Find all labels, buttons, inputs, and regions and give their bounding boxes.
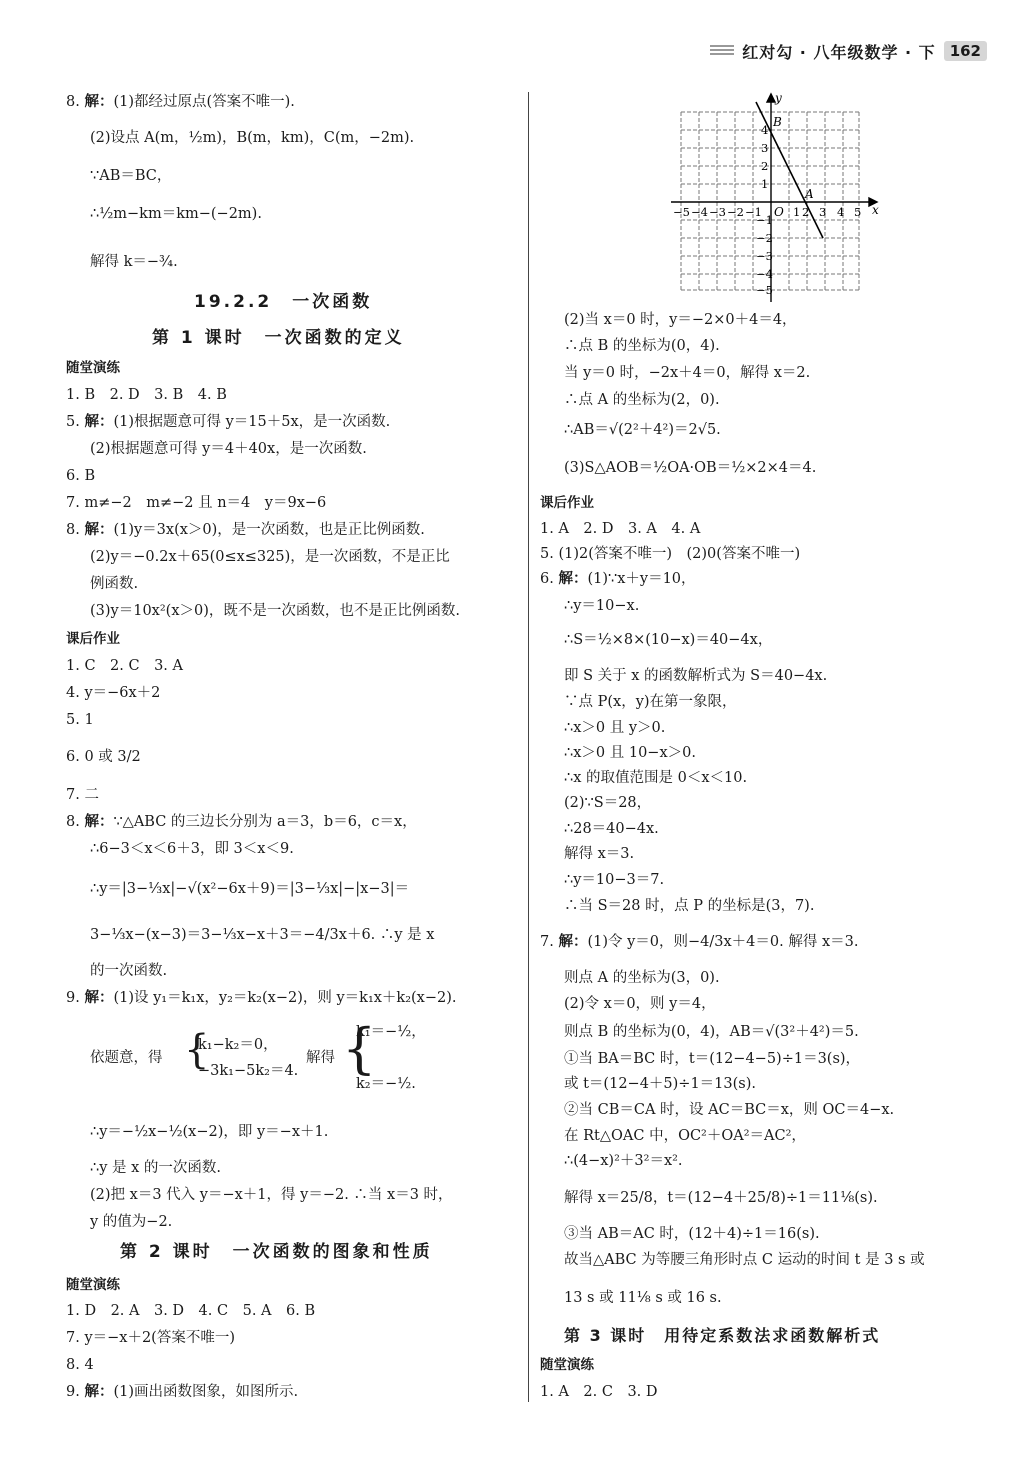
svg-text:−3: −3 — [709, 205, 726, 219]
b8-line1: ∵△ABC 的三边长分别为 a＝3，b＝6，c＝x， — [113, 814, 417, 830]
a8-line4: (3)y＝10x²(x＞0)，既不是一次函数，也不是正比例函数. — [90, 603, 460, 619]
e7-line8: 在 Rt△OAC 中，OC²＋OA²＝AC²， — [564, 1128, 806, 1144]
b9-line5: (2)把 x＝3 代入 y＝−x＋1，得 y＝−2. ∴当 x＝3 时， — [90, 1187, 453, 1203]
p8-line3: ∵AB＝BC， — [90, 168, 172, 184]
suitang2-heading: 随堂演练 — [66, 1277, 120, 1293]
b9-line6: y 的值为−2. — [90, 1214, 173, 1230]
b9-eq2: −3k₁−5k₂＝4. — [198, 1063, 299, 1079]
svg-text:5: 5 — [854, 205, 862, 219]
b9-sol2: k₂＝−½. — [356, 1076, 416, 1092]
e6-number: 6. — [540, 571, 554, 587]
e6-line11: 解得 x＝3. — [564, 846, 635, 862]
answer-1-4: 1. B 2. D 3. B 4. B — [66, 387, 227, 403]
svg-text:−5: −5 — [673, 205, 690, 219]
lesson3-title: 第 3 课时 用待定系数法求函数解析式 — [564, 1326, 881, 1345]
answer-c1-6: 1. D 2. A 3. D 4. C 5. A 6. B — [66, 1303, 316, 1319]
e6-line7: ∴x＞0 且 10−x＞0. — [564, 745, 696, 761]
e7-line3: (2)令 x＝0，则 y＝4， — [564, 996, 716, 1012]
a8-line1: (1)y＝3x(x＞0)，是一次函数，也是正比例函数. — [113, 522, 425, 538]
answer-c8: 8. 4 — [66, 1357, 94, 1373]
a8-number: 8. — [66, 522, 80, 538]
e7-number: 7. — [540, 934, 554, 950]
b9-intro: 依题意，得 — [90, 1050, 163, 1066]
answer-b5: 5. 1 — [66, 712, 94, 728]
e6-line6: ∴x＞0 且 y＞0. — [564, 720, 666, 736]
jie-label: 解： — [84, 414, 114, 430]
e7-line4: 则点 B 的坐标为(0，4)，AB＝√(3²＋4²)＝5. — [564, 1024, 859, 1040]
svg-text:2: 2 — [802, 205, 810, 219]
svg-text:1: 1 — [793, 205, 801, 219]
b8-number: 8. — [66, 814, 80, 830]
b8-line5: 的一次函数. — [90, 963, 168, 979]
jie-label: 解： — [84, 522, 114, 538]
answer-6: 6. B — [66, 468, 96, 484]
e7-line5: ①当 BA＝BC 时，t＝(12−4−5)÷1＝3(s)， — [564, 1051, 861, 1067]
lesson2-title: 第 2 课时 一次函数的图象和性质 — [120, 1242, 433, 1262]
graph-origin-label: O — [774, 205, 784, 219]
e7-line11: ③当 AB＝AC 时，(12＋4)÷1＝16(s). — [564, 1226, 820, 1242]
function-graph — [671, 92, 891, 302]
suitang3-heading: 随堂演练 — [540, 1357, 594, 1373]
b8-line3: ∴y＝|3−⅓x|−√(x²−6x＋9)＝|3−⅓x|−|x−3|＝ — [90, 881, 410, 897]
page-number: 162 — [944, 41, 987, 61]
svg-text:−2: −2 — [756, 231, 773, 245]
header-title: 红对勾 · 八年级数学 · 下 — [742, 42, 936, 62]
left-brace-icon: { — [184, 1027, 210, 1073]
e7-line7: ②当 CB＝CA 时，设 AC＝BC＝x，则 OC＝4−x. — [564, 1102, 895, 1118]
svg-text:−1: −1 — [745, 205, 762, 219]
e6-line1: (1)∵x＋y＝10， — [587, 571, 696, 587]
header-stripes-icon — [710, 45, 734, 57]
e6-line8: ∴x 的取值范围是 0＜x＜10. — [564, 770, 748, 786]
p8-line2: (2)设点 A(m，½m)，B(m，km)，C(m，−2m). — [90, 130, 415, 146]
d2-line2: ∴点 B 的坐标为(0，4). — [564, 338, 720, 354]
p8-number: 8. — [66, 94, 80, 110]
e6-line5: ∵点 P(x，y)在第一象限， — [564, 694, 737, 710]
svg-text:3: 3 — [761, 141, 769, 155]
svg-text:−2: −2 — [727, 205, 744, 219]
jie-label: 解： — [558, 934, 588, 950]
jie-label: 解： — [84, 990, 114, 1006]
answer-e1-4: 1. A 2. D 3. A 4. A — [540, 521, 701, 537]
e6-line4: 即 S 关于 x 的函数解析式为 S＝40−4x. — [564, 668, 828, 684]
answer-b6: 6. 0 或 3/2 — [66, 749, 141, 765]
jie-label: 解： — [84, 94, 114, 110]
answer-c7: 7. y＝−x＋2(答案不唯一) — [66, 1330, 236, 1346]
b8-line2: ∴6−3＜x＜6＋3，即 3＜x＜9. — [90, 841, 294, 857]
answer-b1-3: 1. C 2. C 3. A — [66, 658, 183, 674]
a5-number: 5. — [66, 414, 80, 430]
d2-line3: 当 y＝0 时，−2x＋4＝0，解得 x＝2. — [564, 365, 811, 381]
e6-line9: (2)∵S＝28， — [564, 795, 652, 811]
e7-line10: 解得 x＝25/8，t＝(12−4＋25/8)÷1＝11⅛(s). — [564, 1190, 878, 1206]
e7-line1: (1)令 y＝0，则−4/3x＋4＝0. 解得 x＝3. — [587, 934, 859, 950]
e6-line2: ∴y＝10−x. — [564, 598, 640, 614]
e6-line3: ∴S＝½×8×(10−x)＝40−4x， — [564, 632, 773, 648]
svg-text:3: 3 — [819, 205, 827, 219]
d3-line: (3)S△AOB＝½OA·OB＝½×2×4＝4. — [564, 460, 817, 476]
kehou-heading: 课后作业 — [66, 631, 120, 647]
b9-number: 9. — [66, 990, 80, 1006]
answer-b4: 4. y＝−6x＋2 — [66, 685, 161, 701]
jie-label: 解： — [558, 571, 588, 587]
a5-line2: (2)根据题意可得 y＝4＋40x，是一次函数. — [90, 441, 367, 457]
e7-line12: 故当△ABC 为等腰三角形时点 C 运动的时间 t 是 3 s 或 — [564, 1252, 925, 1268]
e6-line10: ∴28＝40−4x. — [564, 821, 659, 837]
d2-line5: ∴AB＝√(2²＋4²)＝2√5. — [564, 422, 721, 438]
svg-text:−1: −1 — [756, 213, 773, 227]
p8-line5: 解得 k＝−¾. — [90, 254, 178, 270]
svg-text:4: 4 — [837, 205, 845, 219]
left-brace-icon-2: { — [342, 1017, 377, 1080]
d2-line4: ∴点 A 的坐标为(2，0). — [564, 392, 720, 408]
p8-line4: ∴½m−km＝km−(−2m). — [90, 206, 262, 222]
a8-line3: 例函数. — [90, 576, 139, 592]
a5-line1: (1)根据题意可得 y＝15＋5x，是一次函数. — [113, 414, 391, 430]
d2-line1: (2)当 x＝0 时，y＝−2×0＋4＝4， — [564, 312, 797, 328]
b9-line1: (1)设 y₁＝k₁x，y₂＝k₂(x−2)，则 y＝k₁x＋k₂(x−2). — [113, 990, 457, 1006]
graph-point-a-label: A — [805, 187, 814, 201]
svg-text:−3: −3 — [756, 249, 773, 263]
graph-x-label: x — [872, 203, 879, 217]
answer-7: 7. m≠−2 m≠−2 且 n＝4 y＝9x−6 — [66, 495, 327, 511]
page-header — [710, 38, 987, 64]
answer-b7: 7. 二 — [66, 787, 99, 803]
e7-line13: 13 s 或 11⅛ s 或 16 s. — [564, 1290, 722, 1306]
e6-line12: ∴y＝10−3＝7. — [564, 872, 665, 888]
svg-text:2: 2 — [761, 159, 769, 173]
answer-f1-3: 1. A 2. C 3. D — [540, 1384, 658, 1400]
graph-point-b-label: B — [773, 115, 782, 129]
b9-solve-label: 解得 — [306, 1050, 335, 1066]
c9-line1: (1)画出函数图象，如图所示. — [113, 1384, 299, 1400]
svg-text:−4: −4 — [691, 205, 708, 219]
e7-line2: 则点 A 的坐标为(3，0). — [564, 970, 720, 986]
answer-e5: 5. (1)2(答案不唯一) (2)0(答案不唯一) — [540, 546, 801, 562]
suitang-heading: 随堂演练 — [66, 360, 120, 376]
e6-line13: ∴当 S＝28 时，点 P 的坐标是(3，7). — [564, 898, 815, 914]
column-divider — [528, 92, 529, 1402]
b8-line4: 3−⅓x−(x−3)＝3−⅓x−x＋3＝−4/3x＋6. ∴y 是 x — [90, 927, 435, 943]
jie-label: 解： — [84, 1384, 114, 1400]
svg-text:4: 4 — [761, 123, 769, 137]
e7-line6: 或 t＝(12−4＋5)÷1＝13(s). — [564, 1076, 756, 1092]
a8-line2: (2)y＝−0.2x＋65(0≤x≤325)，是一次函数，不是正比 — [90, 549, 450, 565]
b9-sol1: k₁＝−½， — [356, 1024, 426, 1040]
b9-line4: ∴y 是 x 的一次函数. — [90, 1160, 222, 1176]
p8-line1: (1)都经过原点(答案不唯一). — [113, 94, 295, 110]
svg-text:−4: −4 — [756, 267, 773, 281]
jie-label: 解： — [84, 814, 114, 830]
b9-line3: ∴y＝−½x−½(x−2)，即 y＝−x＋1. — [90, 1124, 329, 1140]
e7-line9: ∴(4−x)²＋3²＝x². — [564, 1153, 683, 1169]
svg-text:−5: −5 — [756, 283, 773, 297]
c9-number: 9. — [66, 1384, 80, 1400]
graph-y-label: y — [775, 92, 782, 105]
svg-text:1: 1 — [761, 177, 769, 191]
kehou2-heading: 课后作业 — [540, 495, 594, 511]
section-title: 19.2.2 一次函数 — [194, 292, 373, 312]
b9-eq1: k₁−k₂＝0， — [198, 1037, 278, 1053]
lesson1-title: 第 1 课时 一次函数的定义 — [152, 328, 405, 348]
